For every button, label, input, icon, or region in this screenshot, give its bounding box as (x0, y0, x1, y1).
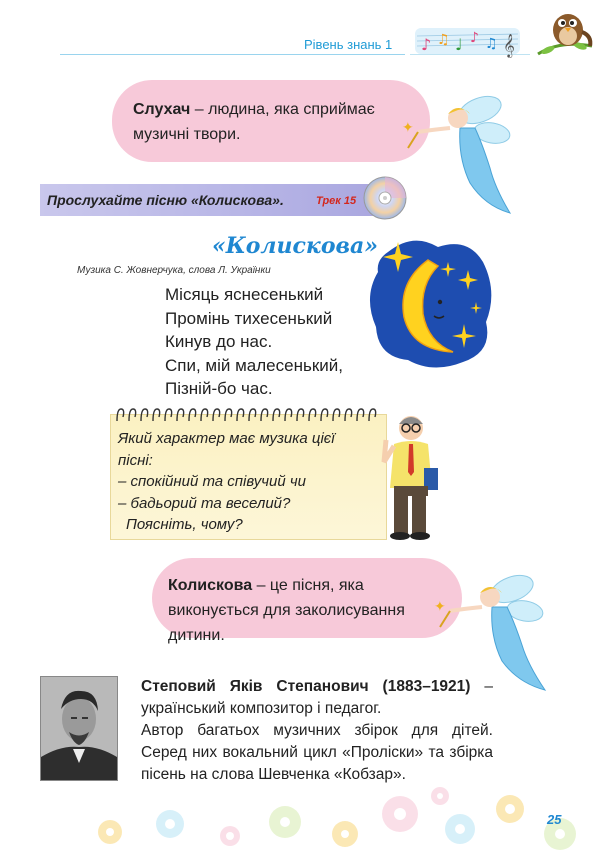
question-line: Який характер має музика цієї (118, 430, 335, 447)
music-notes-icon (415, 20, 520, 60)
lullaby-term: Колискова (168, 577, 253, 594)
question-line: пісні: (118, 451, 153, 469)
notebook-spiral (112, 407, 386, 423)
composer-name: Степовий Яків Степанович (1883–1921) (141, 678, 471, 695)
song-title: «Колискова» (212, 233, 378, 259)
cd-icon (362, 175, 408, 221)
svg-text:𝄞: 𝄞 (503, 33, 515, 57)
composer-portrait (40, 676, 118, 781)
svg-text:♪: ♪ (470, 30, 479, 46)
fairy-illustration (400, 88, 520, 218)
lyric-line: Кинув до нас. (165, 332, 273, 351)
listener-definition (133, 97, 418, 147)
track-label: Трек 15 (316, 195, 357, 207)
lyric-line: Пізній-бо час. (165, 379, 273, 398)
composer-role: – український композитор і педагог. (141, 678, 493, 717)
listen-instruction: Прослухайте пісню «Колискова». (47, 192, 284, 208)
header-rule (60, 54, 405, 55)
listener-definition-text: – людина, яка сприймає музичні твори. (133, 101, 375, 143)
svg-text:♫: ♫ (485, 36, 498, 52)
lullaby-definition-text: – це пісня, яка виконується для заколисування дитини. (168, 577, 405, 644)
svg-text:♫: ♫ (437, 32, 450, 48)
lyric-line: Промінь тихесенький (165, 308, 333, 328)
page-number: 25 (547, 812, 562, 827)
question-line: – бадьорий та веселий? (118, 494, 291, 512)
lyric-line: Місяць яснесенький (165, 285, 324, 304)
song-credits: Музика С. Жовнерчука, слова Л. Українки (77, 265, 271, 276)
composer-works: Автор багатьох музичних збірок для дітей. Серед них вокальний цикл «Проліски» та збірка пісень на слова Шевченка «Кобзар». (141, 722, 493, 783)
listener-term: Слухач (133, 101, 191, 118)
lyric-line: Спи, мій малесенький, (165, 355, 343, 375)
svg-text:♩: ♩ (455, 35, 463, 54)
lullaby-definition (168, 573, 453, 648)
song-lyrics (165, 283, 343, 401)
flower-decoration (40, 784, 600, 850)
level-label: Рівень знань 1 (304, 37, 393, 52)
svg-text:✦: ✦ (402, 120, 414, 136)
question-text (118, 428, 335, 536)
question-line: – спокійний та співучий чи (118, 473, 306, 490)
teacher-illustration (376, 410, 446, 542)
svg-text:✦: ✦ (434, 599, 446, 615)
svg-text:♪: ♪ (421, 35, 432, 54)
question-line: Поясніть, чому? (126, 516, 243, 533)
bird-icon (530, 2, 600, 62)
moon-illustration (368, 232, 493, 372)
composer-bio (123, 676, 493, 786)
